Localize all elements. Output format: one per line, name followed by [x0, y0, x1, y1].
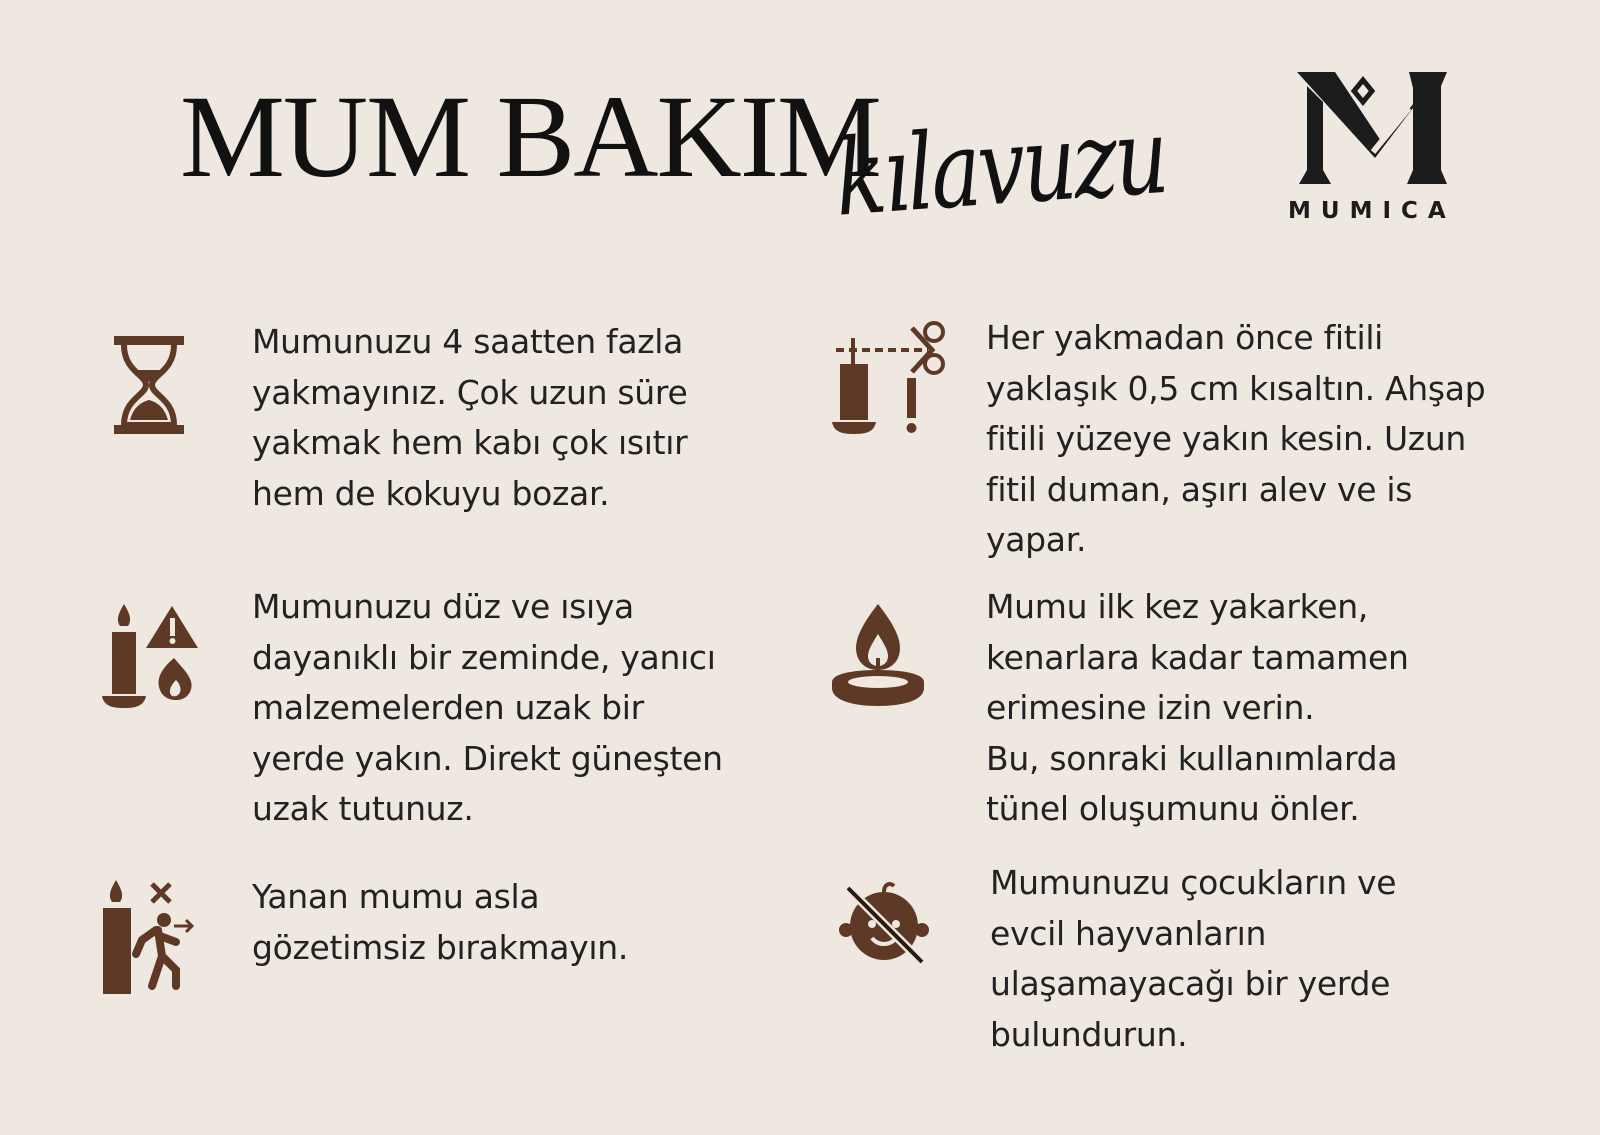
- page-subtitle: kılavuzu: [831, 94, 1170, 240]
- brand-name: MUMICA: [1288, 198, 1456, 224]
- tealight-icon: [830, 602, 930, 710]
- trim-wick-icon: [830, 318, 945, 436]
- no-children-icon: [838, 880, 930, 966]
- tip-unattended: Yanan mumu asla gözetimsiz bırakmayın.: [252, 877, 629, 967]
- candle-warning-icon: [100, 602, 200, 712]
- tip-children: Mumunuzu çocukların ve evcil hayvanların ulaşamayacağı bir yerde bulundurun.: [990, 863, 1397, 1054]
- tip-trim-wick: Her yakmadan önce fitili yaklaşık 0,5 cm kısaltın. Ahşap fitili yüzeye yakın kesin. Uzun fitil duman, aşırı alev ve is yapar.: [986, 318, 1486, 559]
- page-title: MUM BAKIM: [180, 71, 880, 202]
- hourglass-icon: [112, 334, 188, 436]
- unattended-candle-icon: [100, 878, 196, 996]
- tip-first-burn: Mumu ilk kez yakarken, kenarlara kadar tamamen erimesine izin verin. Bu, sonraki kullanımlarda tünel oluşumunu önler.: [986, 587, 1409, 828]
- tip-placement: Mumunuzu düz ve ısıya dayanıklı bir zeminde, yanıcı malzemelerden uzak bir yerde yakın. Direkt güneşten uzak tutunuz.: [252, 587, 723, 828]
- tip-burn-time: Mumunuzu 4 saatten fazla yakmayınız. Çok uzun süre yakmak hem kabı çok ısıtır hem de kokuyu bozar.: [252, 322, 688, 513]
